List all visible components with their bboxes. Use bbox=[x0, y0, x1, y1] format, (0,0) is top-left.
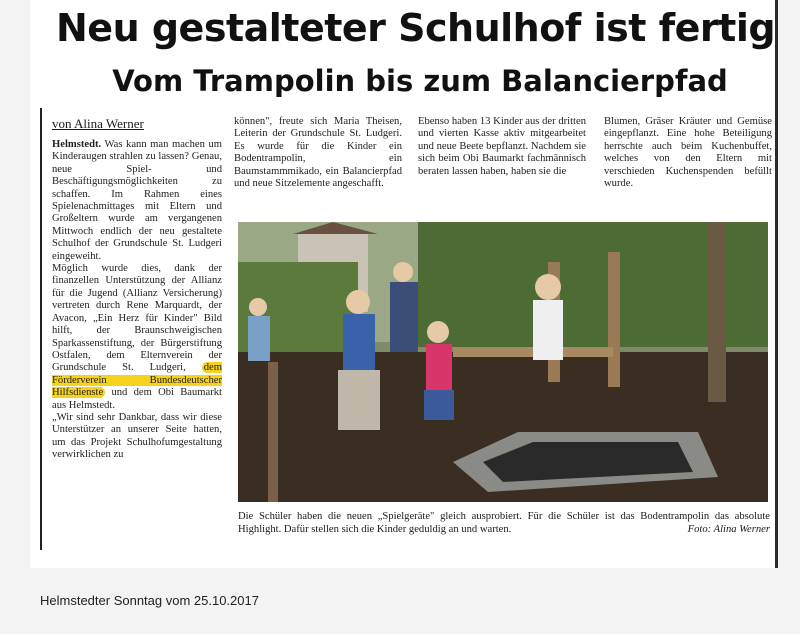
subheadline: Vom Trampolin bis zum Balancierpfad bbox=[112, 64, 728, 98]
photo-credit: Foto: Alina Werner bbox=[687, 524, 770, 535]
author-byline: von Alina Werner bbox=[52, 116, 144, 131]
source-line: Helmstedter Sonntag vom 25.10.2017 bbox=[40, 593, 259, 608]
caption-text: Die Schüler haben die neuen „Spielgeräte" gleich ausprobiert. Für die Schüler ist das Bodentrampolin das absolute Highlight. Dafür stellen sich die Kinder geduldig an und warten. bbox=[238, 511, 770, 535]
article-column-3: Ebenso haben 13 Kinder aus der dritten und vierten Kasse aktiv mitgearbeitet und neue Beete bepflanzt. Nachdem sie sich beim Obi Baumarkt fachmännisch beraten lassen haben, haben sie die bbox=[418, 116, 586, 177]
paragraph-sponsors bbox=[52, 263, 222, 412]
newspaper-clipping bbox=[30, 0, 778, 568]
column-rule bbox=[40, 108, 42, 550]
article-column-4: Blumen, Gräser Kräuter und Gemüse eingepflanzt. Eine hohe Beteiligung herrschte auch beim Kuchenbuffet, welches von den Eltern mit verschieden Kuchenspenden befüllt wurde. bbox=[604, 116, 772, 190]
article-column-2: können", freute sich Maria Theisen, Leiterin der Grundschule St. Ludgeri. Es wurde für die Kinder ein Bodentrampolin, ein Baumstammmikado, ein Balancierpfad und neue Sitzelemente angeschafft. bbox=[234, 116, 402, 190]
dateline: Helmstedt. bbox=[52, 139, 102, 150]
headline: Neu gestalteter Schulhof ist fertig bbox=[56, 6, 776, 50]
schoolyard-photo bbox=[238, 222, 768, 502]
paragraph-quote bbox=[52, 412, 222, 462]
photo-caption bbox=[238, 510, 770, 536]
photo-illustration bbox=[238, 222, 768, 502]
quote-text: „Wir sind sehr Dankbar, dass wir diese Unterstützer an unserer Seite hatten, um das Projekt Schulhofumgestaltung verwirklichen zu bbox=[52, 411, 222, 461]
paragraph-intro bbox=[52, 139, 222, 263]
article-column-1 bbox=[52, 139, 222, 462]
highlighted-text: dem Förderverein Bundesdeutscher Hilfsdienste bbox=[52, 362, 222, 399]
sponsors-text-end: und dem Obi Baumarkt aus Helmstedt. bbox=[52, 387, 222, 411]
sponsors-text: Möglich wurde dies, dank der finanzellen Unterstützung der Allianz für die Jugend (Allianz Versicherung) vertreten durch Rene Marquardt, der Avacon, „Ein Herz für Kinder" Bild hilft, der Braunschweigischen Sparkassenstiftung, der Bürgerstiftung Ostfalen, dem Elternverein der Grundschule St. Ludgeri, bbox=[52, 263, 222, 374]
intro-text: Was kann man machen um Kinderaugen strahlen zu lassen? Genau, neue Spiel- und Beschäftigungsmöglichkeiten zu schaffen. Im Rahmen eines Spielenachmittages mit Eltern und Großeltern wurde am vergangenen Mittwoch endlich der neu gestaltete Schulhof der Grundschule St. Ludgeri eingeweiht. bbox=[52, 139, 222, 262]
